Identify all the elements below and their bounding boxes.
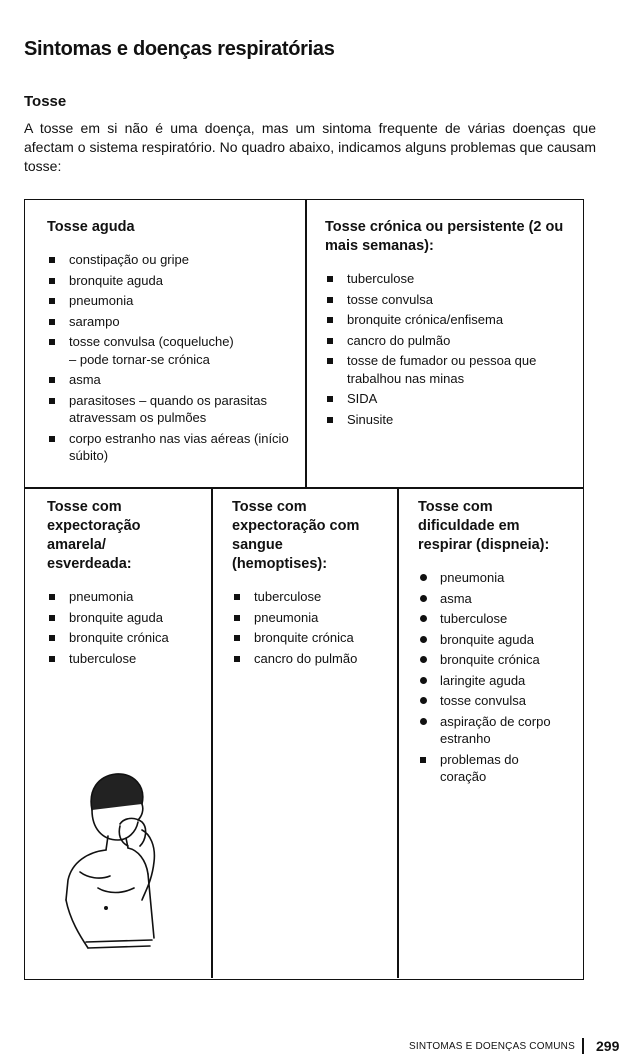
dyspnea-heading: Tosse com dificuldade em respirar (dispneia):	[418, 499, 550, 553]
list-item: tuberculose	[325, 270, 570, 288]
list-item: tosse convulsa	[418, 692, 578, 710]
list-item: cancro do pulmão	[325, 332, 570, 350]
section-heading: Tosse	[24, 93, 67, 110]
list-item: pneumonia	[232, 609, 392, 627]
intro-paragraph: A tosse em si não é uma doença, mas um sintoma frequente de várias doenças que afectam o sistema respiratório. No quadro abaixo, indicamos alguns problemas que causam tosse:	[24, 120, 596, 174]
list-item-text: tosse convulsa (coqueluche)	[69, 334, 234, 349]
coughing-person-illustration	[58, 770, 168, 960]
list-item: bronquite aguda	[47, 609, 207, 627]
list-item: laringite aguda	[418, 672, 578, 690]
cell-dyspnea	[418, 498, 578, 789]
list-item: cancro do pulmão	[232, 650, 392, 668]
list-item: aspiração de corpo estranho	[418, 713, 565, 748]
list-item: SIDA	[325, 390, 570, 408]
acute-cough-heading: Tosse aguda	[47, 219, 135, 235]
page-title: Sintomas e doenças respiratórias	[24, 38, 335, 60]
list-item: tuberculose	[418, 610, 578, 628]
table-divider-horizontal	[25, 487, 583, 489]
cell-yellow-green-sputum	[47, 498, 207, 670]
bloody-sputum-heading: Tosse com expectoração com sangue (hemoptises):	[232, 499, 360, 572]
list-item: bronquite crónica	[232, 629, 392, 647]
page-number: 299	[596, 1038, 620, 1054]
list-item: bronquite crónica	[418, 651, 578, 669]
list-item	[47, 333, 299, 368]
list-item: tuberculose	[232, 588, 392, 606]
cell-bloody-sputum	[232, 498, 392, 670]
list-item: constipação ou gripe	[47, 251, 299, 269]
table-divider-top-vertical	[305, 200, 307, 488]
list-item: asma	[47, 371, 299, 389]
yellow-green-sputum-heading: Tosse com expectoração amarela/ esverdeada:	[47, 499, 141, 572]
table-divider-bottom-right	[397, 488, 399, 978]
list-item: Sinusite	[325, 411, 570, 429]
chronic-cough-heading: Tosse crónica ou persistente (2 ou mais semanas):	[325, 219, 564, 254]
list-item: corpo estranho nas vias aéreas (início súbito)	[47, 430, 289, 465]
list-item: sarampo	[47, 313, 299, 331]
list-item: pneumonia	[47, 588, 207, 606]
list-item: problemas do coração	[418, 751, 550, 786]
list-item: bronquite aguda	[418, 631, 578, 649]
list-item: bronquite crónica/enfisema	[325, 311, 570, 329]
list-item: parasitoses – quando os parasitas atravessam os pulmões	[47, 392, 289, 427]
list-item: tosse convulsa	[325, 291, 570, 309]
list-item: bronquite aguda	[47, 272, 299, 290]
list-item: tosse de fumador ou pessoa que trabalhou nas minas	[325, 352, 562, 387]
cell-acute-cough	[47, 218, 299, 468]
footer-divider	[582, 1038, 584, 1054]
list-item-continuation: – pode tornar-se crónica	[69, 351, 210, 367]
list-item: tuberculose	[47, 650, 207, 668]
cell-chronic-cough	[325, 218, 570, 431]
list-item: pneumonia	[418, 569, 578, 587]
table-divider-bottom-left	[211, 488, 213, 978]
list-item: bronquite crónica	[47, 629, 207, 647]
list-item: pneumonia	[47, 292, 299, 310]
list-item: asma	[418, 590, 578, 608]
footer-chapter-label: SINTOMAS E DOENÇAS COMUNS	[409, 1041, 575, 1052]
